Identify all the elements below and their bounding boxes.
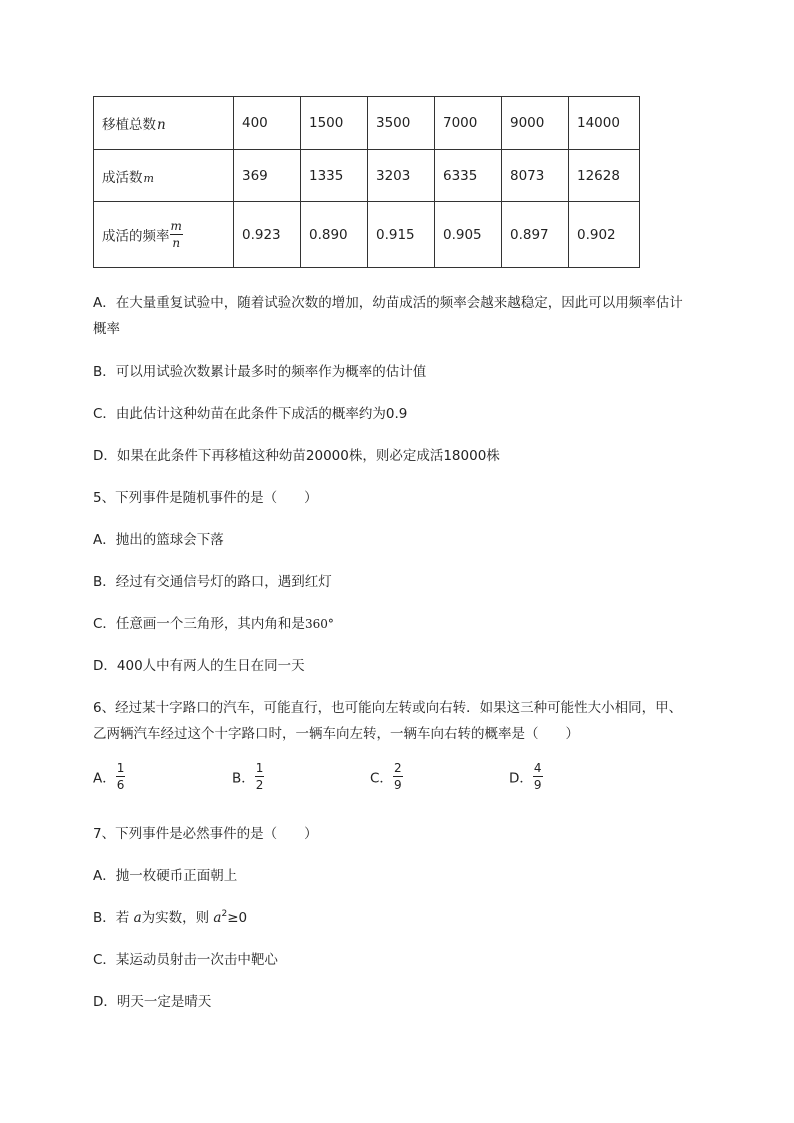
q4-option-b: B．可以用试验次数累计最多时的频率作为概率的估计值	[93, 364, 427, 380]
table-cell: 0.905	[435, 202, 502, 268]
q7-stem: 7、下列事件是必然事件的是（ ）	[93, 826, 318, 842]
row-header-frequency: 成活的频率 $\frac{m}{n}$	[94, 202, 234, 268]
table-cell: 0.915	[368, 202, 435, 268]
table-cell: 8073	[502, 150, 569, 202]
table-row-frequency	[94, 202, 640, 268]
table-cell: 7000	[435, 97, 502, 150]
q6-option-b: B． $\frac{1}{2}$	[232, 761, 264, 792]
q6-option-c: C． $\frac{2}{9}$	[370, 761, 402, 792]
q6-option-a: A． $\frac{1}{6}$	[93, 761, 125, 792]
table-cell: 369	[234, 150, 301, 202]
table-cell: 0.923	[234, 202, 301, 268]
row-header-total: 移植总数n	[94, 97, 234, 150]
table-cell: 1335	[301, 150, 368, 202]
table-cell: 9000	[502, 97, 569, 150]
table-cell: 0.897	[502, 202, 569, 268]
table-cell: 400	[234, 97, 301, 150]
row-header-survived: 成活数m	[94, 150, 234, 202]
q4-option-a-line1: A．在大量重复试验中，随着试验次数的增加，幼苗成活的频率会越来越稳定，因此可以用频率估计	[93, 295, 683, 311]
q7-option-a: A．抛一枚硬币正面朝上	[93, 868, 238, 884]
q5-option-a: A．抛出的篮球会下落	[93, 532, 224, 548]
fraction-1-6: $\frac{1}{6}$	[116, 761, 125, 792]
table-row-survived	[94, 150, 640, 202]
q4-option-c: C．由此估计这种幼苗在此条件下成活的概率约为0.9	[93, 406, 408, 422]
table-row-total	[94, 97, 640, 150]
q7-option-d: D．明天一定是晴天	[93, 994, 212, 1010]
q5-option-d: D．400人中有两人的生日在同一天	[93, 658, 305, 674]
table-cell: 3500	[368, 97, 435, 150]
q6-option-d: D． $\frac{4}{9}$	[509, 761, 542, 792]
table-cell: 0.902	[569, 202, 640, 268]
q7-option-c: C．某运动员射击一次击中靶心	[93, 952, 278, 968]
q4-option-a-line2: 概率	[93, 321, 120, 337]
q4-option-d: D．如果在此条件下再移植这种幼苗20000株，则必定成活18000株	[93, 448, 500, 464]
q6-stem-line2: 乙两辆汽车经过这个十字路口时，一辆车向左转，一辆车向右转的概率是（ ）	[93, 726, 579, 742]
fraction-4-9: $\frac{4}{9}$	[533, 761, 542, 792]
fraction-1-2: $\frac{1}{2}$	[255, 761, 264, 792]
q5-option-b: B．经过有交通信号灯的路口，遇到红灯	[93, 574, 332, 590]
table-cell: 6335	[435, 150, 502, 202]
table-cell: 0.890	[301, 202, 368, 268]
q6-stem-line1: 6、经过某十字路口的汽车，可能直行，也可能向左转或向右转．如果这三种可能性大小相同，甲、	[93, 700, 683, 716]
table-cell: 14000	[569, 97, 640, 150]
table-cell: 12628	[569, 150, 640, 202]
q7-option-b: B．若 a为实数，则 $a^2\ge 0$	[93, 909, 248, 926]
fraction-m-over-n: $\frac{m}{n}$	[170, 219, 182, 250]
q5-stem: 5、下列事件是随机事件的是（ ）	[93, 490, 318, 506]
fraction-2-9: $\frac{2}{9}$	[393, 761, 402, 792]
transplant-data-table	[93, 96, 640, 268]
table-cell: 3203	[368, 150, 435, 202]
table-cell: 1500	[301, 97, 368, 150]
q5-option-c: C．任意画一个三角形，其内角和是360°	[93, 616, 334, 632]
